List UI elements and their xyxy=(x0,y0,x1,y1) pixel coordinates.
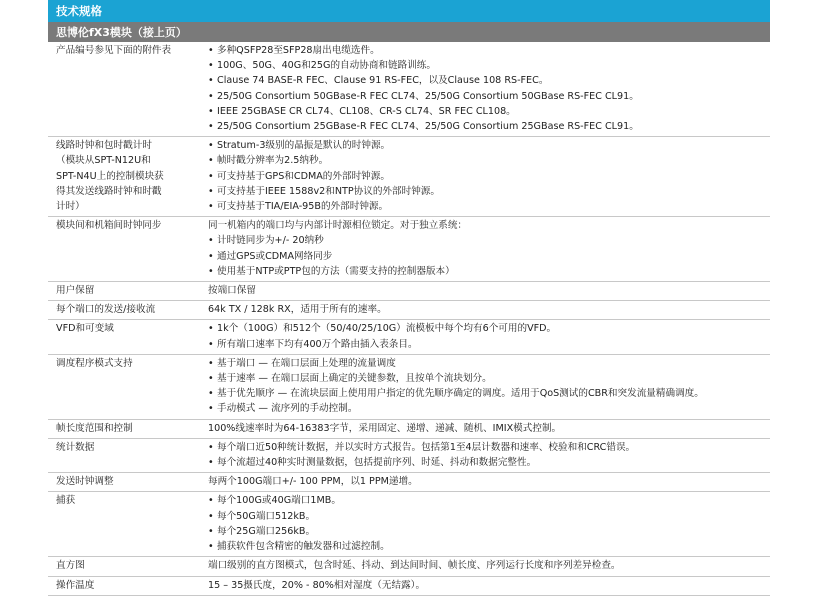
spec-bullet: • 每个25G端口256kB。 xyxy=(208,524,770,539)
spec-bullet: • 多种QSFP28至SFP28扇出电缆选件。 xyxy=(208,43,770,58)
spec-bullet: • 通过GPS或CDMA网络同步 xyxy=(208,249,770,264)
spec-bullet: • 100G、50G、40G和25G的自动协商和链路训练。 xyxy=(208,58,770,73)
spec-content xyxy=(208,320,770,353)
spec-label: 模块间和机箱间时钟同步 xyxy=(56,220,162,232)
spec-text: 15 – 35摄氏度，20% - 80%相对湿度（无结露）。 xyxy=(208,579,426,591)
spec-bullet: • 每个50G端口512kB。 xyxy=(208,509,770,524)
spec-table xyxy=(48,42,770,596)
spec-label-line: 得其发送线路时钟和时戳 xyxy=(56,185,162,197)
spec-text: 同一机箱内的端口均与内部计时源相位锁定。对于独立系统： xyxy=(208,220,468,232)
spec-content xyxy=(208,301,770,319)
spec-bullet: • 可支持基于GPS和CDMA的外部时钟源。 xyxy=(208,169,770,184)
spec-bullet: • 可支持基于TIA/EIA-95B的外部时钟源。 xyxy=(208,199,770,214)
spec-content xyxy=(208,473,770,491)
spec-row xyxy=(48,282,770,301)
spec-row xyxy=(48,577,770,596)
spec-label: 直方图 xyxy=(56,560,85,572)
spec-content xyxy=(208,492,770,556)
section-title-text: 思博伦fX3模块（接上页） xyxy=(56,26,187,39)
spec-label: 帧长度范围和控制 xyxy=(56,422,133,434)
spec-row xyxy=(48,42,770,137)
spec-label: 发送时钟调整 xyxy=(56,476,114,488)
spec-row xyxy=(48,473,770,492)
spec-bullet: • 使用基于NTP或PTP包的方法（需要支持的控制器版本） xyxy=(208,264,770,279)
spec-label-line: 线路时钟和包时戳计时 xyxy=(56,140,152,152)
spec-bullet: • 每个100G或40G端口1MB。 xyxy=(208,493,770,508)
spec-bullet: • 所有端口速率下均有400万个路由插入表条目。 xyxy=(208,337,770,352)
spec-label: 操作温度 xyxy=(56,579,95,591)
spec-text: 64k TX / 128k RX，适用于所有的速率。 xyxy=(208,304,387,316)
spec-row xyxy=(48,557,770,576)
spec-row xyxy=(48,355,770,420)
spec-label: 产品编号参见下面的附件表 xyxy=(56,45,172,56)
spec-bullet: • 25/50G Consortium 50GBase-R FEC CL74、25/50G Consortium 50GBase RS-FEC CL91。 xyxy=(208,89,770,104)
spec-bullet: • 捕获软件包含精密的触发器和过滤控制。 xyxy=(208,539,770,554)
spec-content xyxy=(208,577,770,595)
spec-bullet: • 可支持基于IEEE 1588v2和NTP协议的外部时钟源。 xyxy=(208,184,770,199)
spec-row xyxy=(48,217,770,282)
spec-content xyxy=(208,217,770,281)
spec-label: 统计数据 xyxy=(56,441,95,453)
spec-content xyxy=(208,420,770,438)
spec-label-line: SPT-N4U上的控制模块获 xyxy=(56,170,164,182)
spec-bullet: • 基于优先顺序 — 在流块层面上使用用户指定的优先顺序确定的调度。适用于QoS测试的CBR和突发流量精确调度。 xyxy=(208,386,770,401)
spec-row xyxy=(48,301,770,320)
spec-content xyxy=(208,282,770,300)
spec-row xyxy=(48,320,770,354)
spec-label-line: （模块从SPT-N12U和 xyxy=(56,155,151,167)
spec-row xyxy=(48,439,770,473)
spec-bullet: • 基于速率 — 在端口层面上确定的关键参数，且按单个流块划分。 xyxy=(208,371,770,386)
spec-text: 每两个100G端口+/- 100 PPM，以1 PPM递增。 xyxy=(208,476,418,488)
spec-content xyxy=(208,42,770,136)
spec-bullet: • 基于端口 — 在端口层面上处理的流量调度 xyxy=(208,356,770,371)
page-title xyxy=(48,0,770,22)
spec-label xyxy=(48,137,208,216)
spec-text: 端口级别的直方图模式，包含时延、抖动、到达间时间、帧长度、序列运行长度和序列差异检查。 xyxy=(208,560,621,572)
spec-bullet: • Stratum-3级别的晶振是默认的时钟源。 xyxy=(208,138,770,153)
spec-bullet: • 1k个（100G）和512个（50/40/25/10G）流模板中每个均有6个可用的VFD。 xyxy=(208,321,770,336)
spec-bullet: • 手动模式 — 流序列的手动控制。 xyxy=(208,401,770,416)
section-title xyxy=(48,22,770,42)
spec-bullet: • 25/50G Consortium 25GBase-R FEC CL74、25/50G Consortium 25GBase RS-FEC CL91。 xyxy=(208,119,770,134)
spec-bullet: • Clause 74 BASE-R FEC、Clause 91 RS-FEC，以及Clause 108 RS-FEC。 xyxy=(208,73,770,88)
spec-bullet: • 计时链同步为+/- 20纳秒 xyxy=(208,233,770,248)
spec-label-line: 计时） xyxy=(56,201,85,213)
spec-content xyxy=(208,355,770,419)
spec-text: 按端口保留 xyxy=(208,285,256,297)
spec-bullet: • 每个端口近50种统计数据，并以实时方式报告。包括第1至4层计数器和速率、校验和和CRC错误。 xyxy=(208,440,770,455)
spec-bullet: • IEEE 25GBASE CR CL74、CL108、CR-S CL74、SR FEC CL108。 xyxy=(208,104,770,119)
spec-content xyxy=(208,439,770,472)
spec-bullet: • 每个流超过40种实时测量数据，包括提前序列、时延、抖动和数据完整性。 xyxy=(208,455,770,470)
page-title-text: 技术规格 xyxy=(56,4,102,18)
spec-content xyxy=(208,137,770,216)
spec-bullet: • 帧时戳分辨率为2.5纳秒。 xyxy=(208,153,770,168)
spec-label: 调度程序模式支持 xyxy=(56,357,133,369)
spec-row xyxy=(48,492,770,557)
spec-label: VFD和可变域 xyxy=(56,323,114,335)
spec-label: 用户保留 xyxy=(56,285,95,297)
spec-text: 100%线速率时为64-16383字节，采用固定、递增、递减、随机、IMIX模式控制。 xyxy=(208,422,562,434)
spec-row xyxy=(48,420,770,439)
spec-label: 捕获 xyxy=(56,495,76,507)
spec-label: 每个端口的发送/接收流 xyxy=(56,304,156,316)
spec-row xyxy=(48,137,770,217)
spec-content xyxy=(208,557,770,575)
